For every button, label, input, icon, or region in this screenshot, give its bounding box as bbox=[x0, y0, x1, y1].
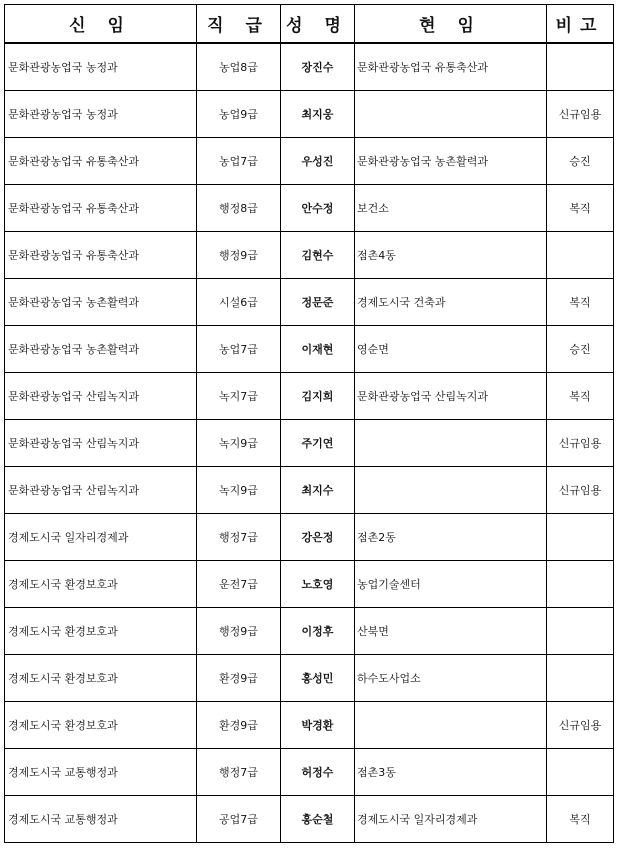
table-row bbox=[5, 467, 614, 514]
table-row bbox=[5, 279, 614, 326]
note-cell: 복직 bbox=[547, 279, 614, 326]
current-post-cell bbox=[355, 420, 547, 467]
table-row bbox=[5, 655, 614, 702]
note-cell: 복직 bbox=[547, 373, 614, 420]
note-cell: 승진 bbox=[547, 326, 614, 373]
note-cell bbox=[547, 514, 614, 561]
grade-cell: 운전7급 bbox=[197, 561, 281, 608]
name-cell: 안수정 bbox=[281, 185, 355, 232]
new-post-cell: 문화관광농업국 농정과 bbox=[5, 43, 197, 91]
note-cell bbox=[547, 608, 614, 655]
current-post-cell bbox=[355, 702, 547, 749]
table-row bbox=[5, 749, 614, 796]
name-cell: 노호영 bbox=[281, 561, 355, 608]
current-post-cell: 문화관광농업국 농촌활력과 bbox=[355, 138, 547, 185]
current-post-cell: 문화관광농업국 산림녹지과 bbox=[355, 373, 547, 420]
note-cell: 복직 bbox=[547, 796, 614, 843]
new-post-cell: 경제도시국 환경보호과 bbox=[5, 608, 197, 655]
grade-cell: 공업7급 bbox=[197, 796, 281, 843]
note-cell bbox=[547, 561, 614, 608]
new-post-cell: 문화관광농업국 유통축산과 bbox=[5, 138, 197, 185]
name-cell: 최지수 bbox=[281, 467, 355, 514]
personnel-table bbox=[4, 4, 614, 843]
new-post-cell: 문화관광농업국 유통축산과 bbox=[5, 232, 197, 279]
grade-cell: 농업7급 bbox=[197, 138, 281, 185]
name-cell: 홍순철 bbox=[281, 796, 355, 843]
name-cell: 정문준 bbox=[281, 279, 355, 326]
note-cell: 승진 bbox=[547, 138, 614, 185]
header-name: 성 명 bbox=[281, 5, 355, 44]
name-cell: 김지희 bbox=[281, 373, 355, 420]
note-cell: 신규임용 bbox=[547, 420, 614, 467]
grade-cell: 녹지7급 bbox=[197, 373, 281, 420]
table-row bbox=[5, 185, 614, 232]
grade-cell: 환경9급 bbox=[197, 655, 281, 702]
table-row bbox=[5, 702, 614, 749]
current-post-cell: 하수도사업소 bbox=[355, 655, 547, 702]
name-cell: 이정후 bbox=[281, 608, 355, 655]
grade-cell: 행정9급 bbox=[197, 232, 281, 279]
new-post-cell: 문화관광농업국 산림녹지과 bbox=[5, 373, 197, 420]
name-cell: 이재현 bbox=[281, 326, 355, 373]
grade-cell: 행정9급 bbox=[197, 608, 281, 655]
header-new-post: 신 임 bbox=[5, 5, 197, 44]
new-post-cell: 경제도시국 환경보호과 bbox=[5, 655, 197, 702]
grade-cell: 행정8급 bbox=[197, 185, 281, 232]
new-post-cell: 경제도시국 교통행정과 bbox=[5, 749, 197, 796]
table-row bbox=[5, 561, 614, 608]
note-cell bbox=[547, 749, 614, 796]
header-note: 비고 bbox=[547, 5, 614, 44]
grade-cell: 행정7급 bbox=[197, 749, 281, 796]
current-post-cell: 산북면 bbox=[355, 608, 547, 655]
current-post-cell bbox=[355, 91, 547, 138]
header-current-post: 현 임 bbox=[355, 5, 547, 44]
table-row bbox=[5, 373, 614, 420]
table-row bbox=[5, 91, 614, 138]
table-row bbox=[5, 43, 614, 91]
note-cell: 신규임용 bbox=[547, 467, 614, 514]
new-post-cell: 경제도시국 교통행정과 bbox=[5, 796, 197, 843]
current-post-cell: 농업기술센터 bbox=[355, 561, 547, 608]
note-cell: 복직 bbox=[547, 185, 614, 232]
current-post-cell: 문화관광농업국 유통축산과 bbox=[355, 43, 547, 91]
note-cell bbox=[547, 655, 614, 702]
current-post-cell bbox=[355, 467, 547, 514]
name-cell: 허정수 bbox=[281, 749, 355, 796]
grade-cell: 시설6급 bbox=[197, 279, 281, 326]
name-cell: 박경환 bbox=[281, 702, 355, 749]
new-post-cell: 문화관광농업국 산림녹지과 bbox=[5, 467, 197, 514]
grade-cell: 농업9급 bbox=[197, 91, 281, 138]
header-row bbox=[5, 5, 614, 44]
current-post-cell: 점촌3동 bbox=[355, 749, 547, 796]
grade-cell: 농업7급 bbox=[197, 326, 281, 373]
new-post-cell: 문화관광농업국 농촌활력과 bbox=[5, 326, 197, 373]
note-cell: 신규임용 bbox=[547, 91, 614, 138]
table-row bbox=[5, 608, 614, 655]
name-cell: 최지웅 bbox=[281, 91, 355, 138]
current-post-cell: 점촌4동 bbox=[355, 232, 547, 279]
new-post-cell: 문화관광농업국 유통축산과 bbox=[5, 185, 197, 232]
grade-cell: 녹지9급 bbox=[197, 467, 281, 514]
name-cell: 강은정 bbox=[281, 514, 355, 561]
table-row bbox=[5, 514, 614, 561]
note-cell bbox=[547, 232, 614, 279]
grade-cell: 행정7급 bbox=[197, 514, 281, 561]
new-post-cell: 문화관광농업국 산림녹지과 bbox=[5, 420, 197, 467]
new-post-cell: 문화관광농업국 농촌활력과 bbox=[5, 279, 197, 326]
grade-cell: 환경9급 bbox=[197, 702, 281, 749]
table-row bbox=[5, 232, 614, 279]
new-post-cell: 문화관광농업국 농정과 bbox=[5, 91, 197, 138]
current-post-cell: 영순면 bbox=[355, 326, 547, 373]
current-post-cell: 경제도시국 일자리경제과 bbox=[355, 796, 547, 843]
grade-cell: 농업8급 bbox=[197, 43, 281, 91]
note-cell bbox=[547, 43, 614, 91]
note-cell: 신규임용 bbox=[547, 702, 614, 749]
name-cell: 장진수 bbox=[281, 43, 355, 91]
table-row bbox=[5, 796, 614, 843]
name-cell: 홍성민 bbox=[281, 655, 355, 702]
name-cell: 우성진 bbox=[281, 138, 355, 185]
new-post-cell: 경제도시국 일자리경제과 bbox=[5, 514, 197, 561]
name-cell: 주기연 bbox=[281, 420, 355, 467]
grade-cell: 녹지9급 bbox=[197, 420, 281, 467]
current-post-cell: 점촌2동 bbox=[355, 514, 547, 561]
table-row bbox=[5, 138, 614, 185]
current-post-cell: 보건소 bbox=[355, 185, 547, 232]
name-cell: 김현수 bbox=[281, 232, 355, 279]
new-post-cell: 경제도시국 환경보호과 bbox=[5, 702, 197, 749]
header-grade: 직 급 bbox=[197, 5, 281, 44]
table-row bbox=[5, 420, 614, 467]
table-row bbox=[5, 326, 614, 373]
new-post-cell: 경제도시국 환경보호과 bbox=[5, 561, 197, 608]
current-post-cell: 경제도시국 건축과 bbox=[355, 279, 547, 326]
